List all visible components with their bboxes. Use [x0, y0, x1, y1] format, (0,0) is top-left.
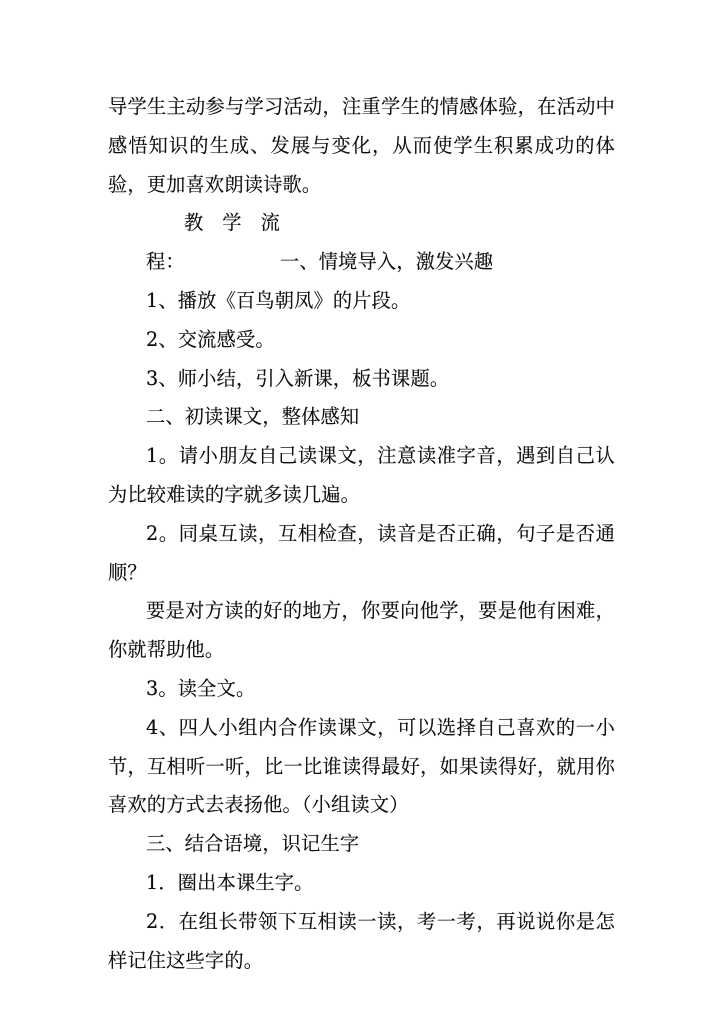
section-three-heading: 三、结合语境，识记生字 — [146, 832, 360, 856]
paragraph-step-2-1: 1。请小朋友自己读课文，注意读准字音，遇到自己认为比较难读的字就多读几遍。 — [108, 444, 615, 506]
paragraph-step-1-1: 1、播放《百鸟朝凤》的片段。 — [146, 288, 411, 312]
paragraph-step-1-3: 3、师小结，引入新课，板书课题。 — [146, 366, 450, 390]
section-one-heading: 一、情境导入，激发兴趣 — [280, 250, 494, 274]
paragraph-step-2-4: 4、四人小组内合作读课文，可以选择自己喜欢的一小节，互相听一听，比一比谁读得最好，如果读得好，就用你喜欢的方式去表扬他。（小组读文） — [108, 715, 615, 817]
teaching-flow-label: 教学流程： — [146, 211, 280, 274]
paragraph-teaching-flow — [108, 204, 615, 282]
paragraph-step-3-2: 2．在组长带领下互相读一读，考一考，再说说你是怎样记住这些字的。 — [108, 909, 615, 972]
paragraph-step-2-3: 3。读全文。 — [146, 676, 256, 700]
section-two-heading: 二、初读课文，整体感知 — [146, 405, 360, 429]
paragraph-step-3-1: 1．圈出本课生字。 — [146, 870, 314, 894]
paragraph-step-2-2-note: 要是对方读的好的地方，你要向他学，要是他有困难，你就帮助他。 — [108, 599, 615, 662]
document-body — [108, 88, 615, 980]
paragraph-step-2-2: 2。同桌互读，互相检查，读音是否正确，句子是否通顺？ — [108, 521, 615, 584]
paragraph-step-1-2: 2、交流感受。 — [146, 327, 275, 351]
paragraph-intro: 导学生主动参与学习活动，注重学生的情感体验，在活动中感悟知识的生成、发展与变化，从而使学生积累成功的体验，更加喜欢朗读诗歌。 — [108, 95, 615, 196]
